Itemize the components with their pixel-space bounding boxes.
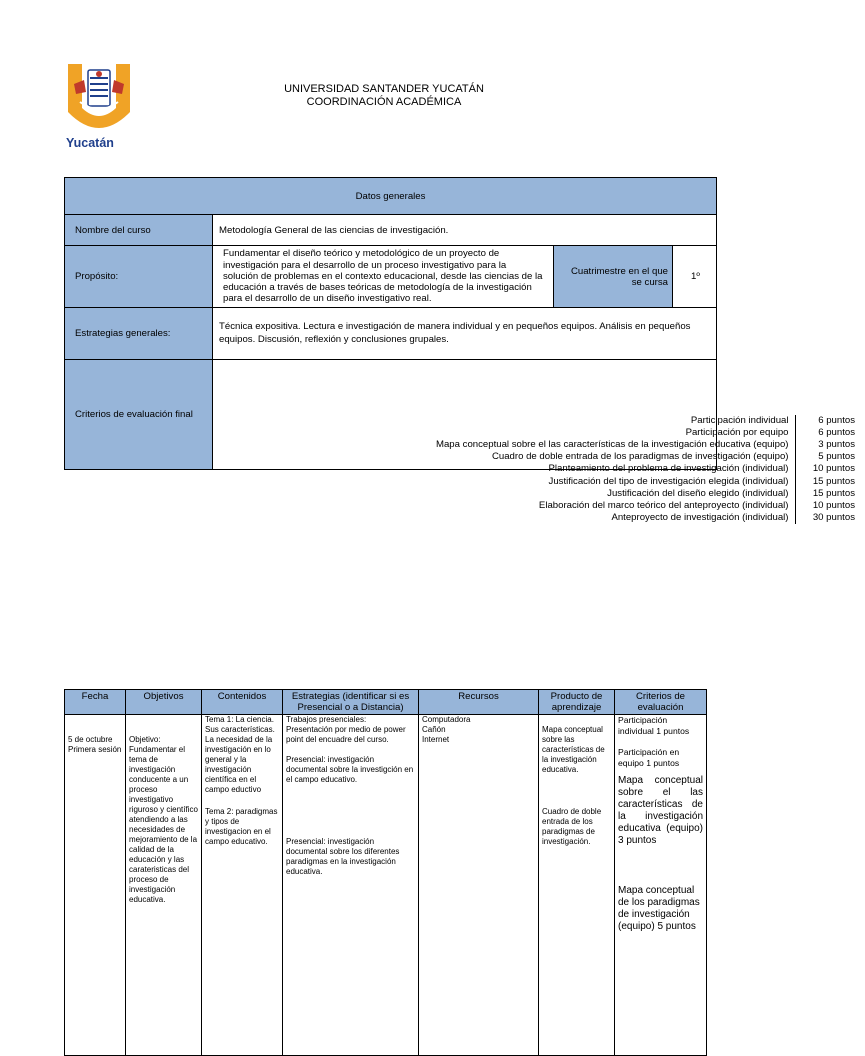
- criteria-row: [213, 415, 865, 427]
- cell-producto: [539, 715, 615, 1056]
- header-contenidos: Contenidos: [202, 690, 283, 715]
- criteria-points: 15 puntos: [795, 488, 865, 500]
- criteria-description: Cuadro de doble entrada de los paradigmas de investigación (equipo): [491, 451, 789, 463]
- criteria-points: 10 puntos: [795, 463, 865, 475]
- criteria-description: Justificación del tipo de investigación elegida (individual): [548, 475, 789, 487]
- cell-contenidos: [202, 715, 283, 1056]
- criteria-list: [213, 415, 865, 525]
- criteria-row: [213, 439, 865, 451]
- department-name: COORDINACIÓN ACADÉMICA: [306, 96, 462, 108]
- criteria-description: Anteproyecto de investigación (individual): [611, 512, 789, 524]
- criteria-row: [213, 427, 865, 439]
- purpose-value: Fundamentar el diseño teórico y metodológico de un proyecto de investigación para el desarrollo de un proceso investigativo para la solución de problemas en el contexto educacional, desde las ciencias de la educación a través de bases teóricas de metodología de la investigación para el desarrollo de un diseño investigativo real.: [213, 246, 554, 308]
- strategies-value: Técnica expositiva. Lectura e investigación de manera individual y en pequeños equipos. Análisis en pequeños equipos. Discusión, reflexión y conclusiones grupales.: [213, 308, 717, 360]
- resource-item: Internet: [422, 735, 450, 744]
- strategy-3: Presencial: investigación documental sobre los diferentes paradigmas en la investigación educativa.: [286, 837, 400, 876]
- cell-recursos: [419, 715, 539, 1056]
- course-name-value: Metodología General de las ciencias de investigación.: [213, 215, 717, 246]
- criteria-description: Participación individual: [690, 414, 789, 426]
- criteria-points: 6 puntos: [795, 427, 865, 439]
- topic-2: Tema 2: paradigmas y tipos de investigacion en el campo educativo.: [205, 807, 278, 846]
- strategy-1: Trabajos presenciales: Presentación por medio de power point del encuadre del curso.: [286, 715, 406, 744]
- criteria-description: Planteamiento del problema de investigación (individual): [548, 463, 789, 475]
- logo-wordmark: Yucatán: [66, 136, 114, 150]
- purpose-label: Propósito:: [65, 246, 213, 308]
- criteria-description: Mapa conceptual sobre el las características de la investigación educativa (equipo): [435, 438, 789, 450]
- header-recursos: Recursos: [419, 690, 539, 715]
- criteria-points: 3 puntos: [795, 439, 865, 451]
- criteria-row: [213, 463, 865, 475]
- criteria-description: Elaboración del marco teórico del anteproyecto (individual): [538, 499, 789, 511]
- objective-text: Objetivo: Fundamentar el tema de investigación conducente a un proceso investigativo riguroso y científico atendiendo a las necesidades de mejoramiento de la calidad de la educación y las carateristicas del proceso de investigación educativa.: [129, 735, 198, 904]
- criteria-row: [213, 451, 865, 463]
- criteria-points: 6 puntos: [795, 415, 865, 427]
- criteria-description: Justificación del diseño elegido (individual): [607, 487, 789, 499]
- lesson-plan-table: [64, 689, 707, 1056]
- term-value: 1º: [673, 246, 717, 308]
- strategy-2: Presencial: investigación documental sobre la investigción en el campo educativo.: [286, 755, 414, 784]
- course-name-label: Nombre del curso: [65, 215, 213, 246]
- header-estrategias: Estrategias (identificar si es Presencial o a Distancia): [283, 690, 419, 715]
- general-data-title: Datos generales: [65, 178, 717, 215]
- criteria-points: 15 puntos: [795, 476, 865, 488]
- criterion-2: Participación en equipo 1 puntos: [618, 747, 680, 768]
- criteria-description: Participación por equipo: [685, 426, 789, 438]
- product-1: Mapa conceptual sobre las características de la investigación educativa.: [542, 725, 605, 774]
- resource-item: Computadora: [422, 715, 471, 724]
- cell-criterios: [615, 715, 707, 1056]
- criterion-4: Mapa conceptual de los paradigmas de investigación (equipo) 5 puntos: [618, 885, 700, 932]
- criteria-row: [213, 488, 865, 500]
- criterion-3: Mapa conceptual sobre el las características de la investigación educativa (equipo) 3 puntos: [618, 775, 703, 846]
- term-label: Cuatrimestre en el que se cursa: [554, 246, 673, 308]
- product-2: Cuadro de doble entrada de los paradigmas de investigación.: [542, 807, 602, 846]
- strategies-label: Estrategias generales:: [65, 308, 213, 360]
- topic-1: Tema 1: La ciencia. Sus características. La necesidad de la investigación en lo general y la investigación científica en el campo eductivo: [205, 715, 275, 794]
- criteria-row: [213, 476, 865, 488]
- cell-estrategias: [283, 715, 419, 1056]
- document-header: [234, 83, 534, 109]
- university-name: UNIVERSIDAD SANTANDER YUCATÁN: [284, 83, 484, 95]
- criteria-points: 10 puntos: [795, 500, 865, 512]
- criterion-1: Participación individual 1 puntos: [618, 715, 690, 736]
- cell-fecha: [65, 715, 126, 1056]
- criteria-points: 30 puntos: [795, 512, 865, 524]
- cell-objetivos: [126, 715, 202, 1056]
- general-data-table: [64, 177, 855, 524]
- criteria-row: [213, 500, 865, 512]
- table-row: [65, 715, 707, 1056]
- resource-item: Cañón: [422, 725, 446, 734]
- criteria-points: 5 puntos: [795, 451, 865, 463]
- criteria-label: Criterios de evaluación final: [65, 360, 213, 470]
- header-fecha: Fecha: [65, 690, 126, 715]
- header-producto: Producto de aprendizaje: [539, 690, 615, 715]
- header-objetivos: Objetivos: [126, 690, 202, 715]
- criteria-row: [213, 512, 865, 524]
- header-criterios: Criterios de evaluación: [615, 690, 707, 715]
- session-date: 5 de octubre Primera sesión: [68, 735, 122, 754]
